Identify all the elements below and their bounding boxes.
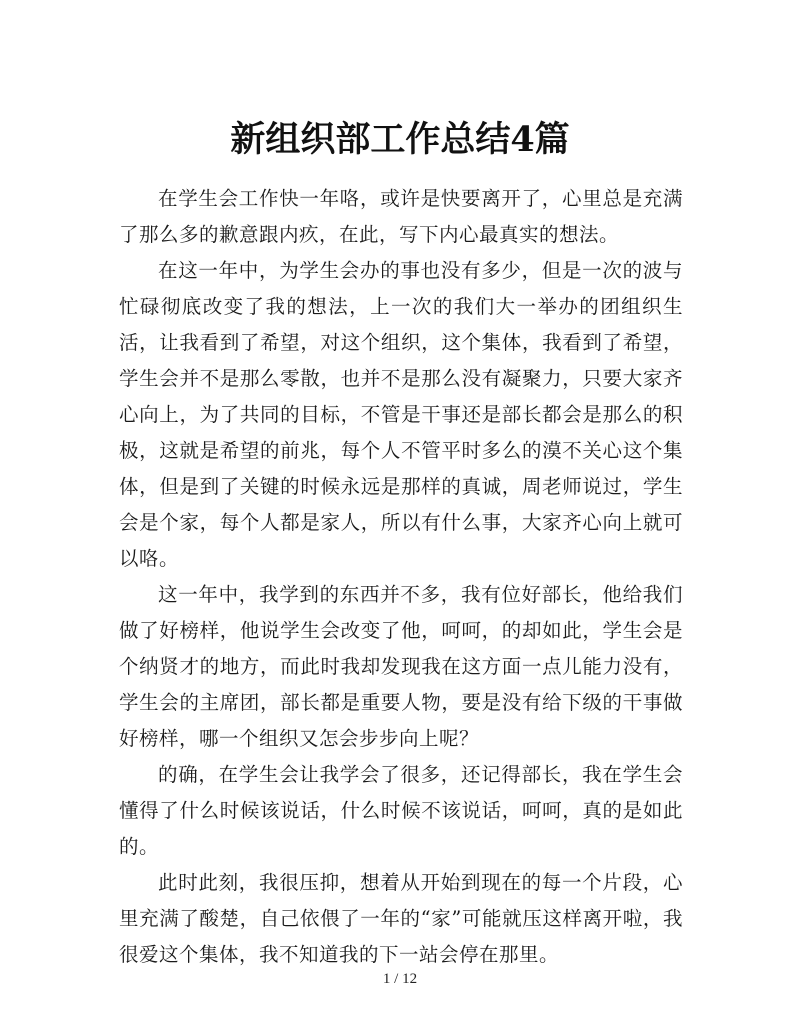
document-body — [119, 181, 683, 973]
document-title: 新组织部工作总结4篇 — [230, 119, 570, 161]
paragraph: 此时此刻，我很压抑，想着从开始到现在的每一个片段，心里充满了酸楚，自己依偎了一年的“家”可能就压这样离开啦，我很爱这个集体，我不知道我的下一站会停在那里。 — [119, 871, 683, 966]
paragraph: 的确，在学生会让我学会了很多，还记得部长，我在学生会懂得了什么时候该说话，什么时候不该说话，呵呵，真的是如此的。 — [119, 763, 683, 858]
paragraph: 在学生会工作快一年咯，或许是快要离开了，心里总是充满了那么多的歉意跟内疚，在此，写下内心最真实的想法。 — [119, 187, 683, 246]
paragraph: 这一年中，我学到的东西并不多，我有位好部长，他给我们做了好榜样，他说学生会改变了他，呵呵，的却如此，学生会是个纳贤才的地方，而此时我却发现我在这方面一点儿能力没有，学生会的主席团，部长都是重要人物，要是没有给下级的干事做好榜样，哪一个组织又怎会步步向上呢？ — [119, 583, 683, 750]
paragraph: 在这一年中，为学生会办的事也没有多少，但是一次的波与忙碌彻底改变了我的想法，上一次的我们大一举办的团组织生活，让我看到了希望，对这个组织，这个集体，我看到了希望，学生会并不是那么零散，也并不是那么没有凝聚力，只要大家齐心向上，为了共同的目标，不管是干事还是部长都会是那么的积极，这就是希望的前兆，每个人不管平时多么的漠不关心这个集体，但是到了关键的时候永远是那样的真诚，周老师说过，学生会是个家，每个人都是家人，所以有什么事，大家齐心向上就可以咯。 — [119, 259, 683, 570]
page-number: 1 / 12 — [382, 971, 418, 987]
